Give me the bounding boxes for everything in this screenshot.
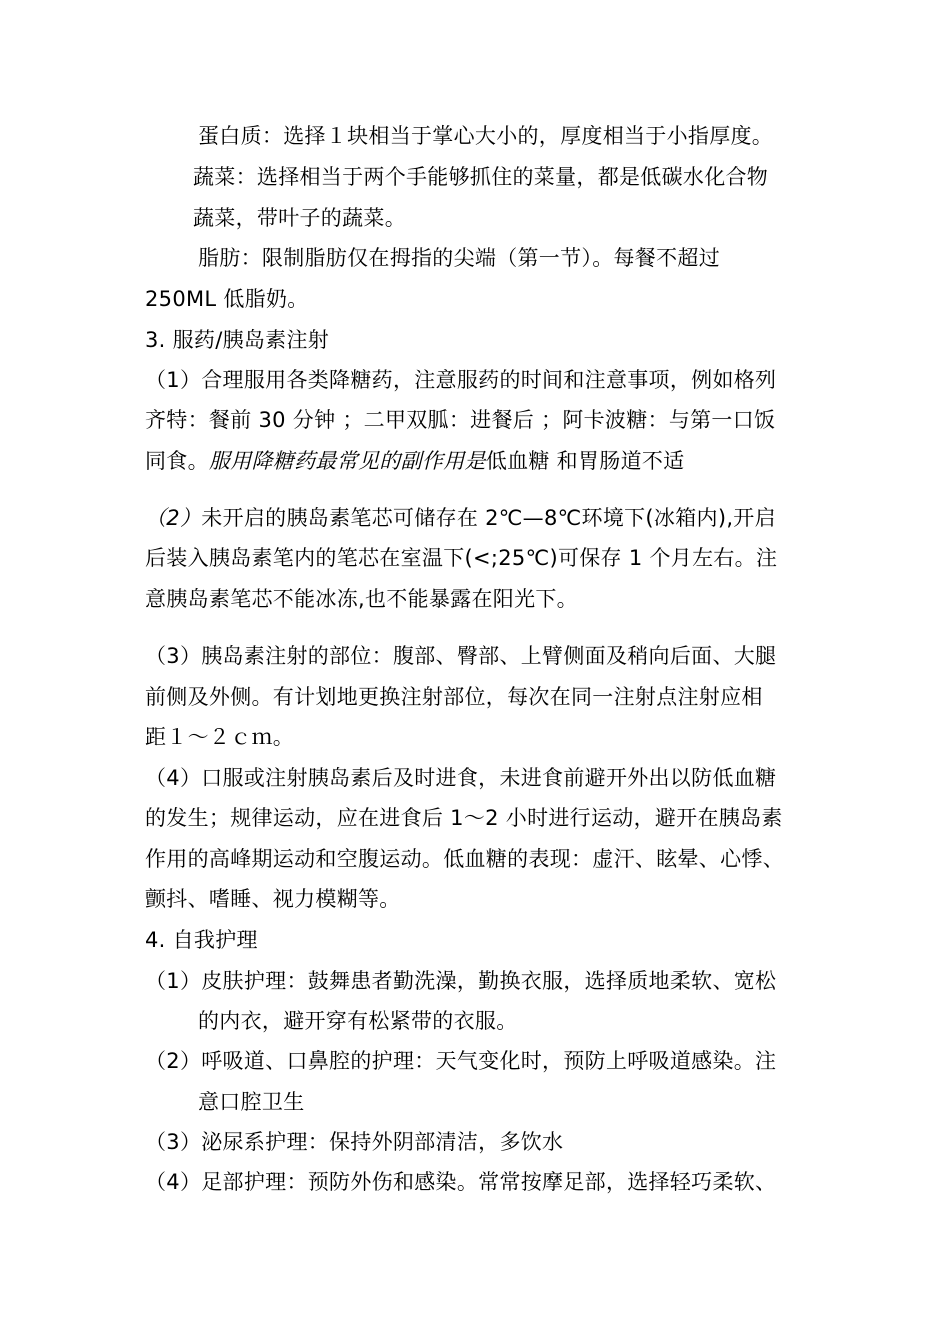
text-run-italic-number: （2） bbox=[145, 506, 202, 530]
text-line-protein: 蛋白质：选择１块相当于掌心大小的，厚度相当于小指厚度。 bbox=[198, 124, 774, 148]
section-heading-self-care: 4. 自我护理 bbox=[145, 928, 258, 952]
text-line-med-2: 齐特：餐前 30 分钟 ；二甲双胍：进餐后 ；阿卡波糖：与第一口饭 bbox=[145, 408, 776, 432]
text-line-respiratory-2: 意口腔卫生 bbox=[198, 1090, 305, 1114]
text-line-eating-1: （4）口服或注射胰岛素后及时进食，未进食前避开外出以防低血糖 bbox=[145, 766, 777, 790]
text-run-storage: 未开启的胰岛素笔芯可储存在 2℃—8℃环境下(冰箱内),开启 bbox=[201, 506, 776, 530]
text-line-eating-3: 作用的高峰期运动和空腹运动。低血糖的表现：虚汗、眩晕、心悸、 bbox=[145, 847, 784, 871]
text-line-eating-4: 颤抖、嗜睡、视力模糊等。 bbox=[145, 887, 401, 911]
text-line-fat: 脂肪：限制脂肪仅在拇指的尖端（第一节）。每餐不超过 bbox=[198, 246, 720, 270]
text-line-injection-site-3: 距１～２ｃｍ。 bbox=[145, 725, 295, 749]
text-line-vegetable-cont: 蔬菜，带叶子的蔬菜。 bbox=[193, 206, 406, 230]
text-line-injection-site-2: 前侧及外侧。有计划地更换注射部位，每次在同一注射点注射应相 bbox=[145, 685, 763, 709]
text-line-fat-cont: 250ML 低脂奶。 bbox=[145, 287, 309, 311]
text-run-normal: 同食。 bbox=[145, 449, 209, 473]
text-line-foot: （4）足部护理：预防外伤和感染。常常按摩足部，选择轻巧柔软、 bbox=[145, 1170, 777, 1194]
text-run-italic: 服用降糖药最常见的副作用是 bbox=[208, 449, 486, 473]
text-line-respiratory-1: （2）呼吸道、口鼻腔的护理：天气变化时，预防上呼吸道感染。注 bbox=[145, 1049, 777, 1073]
text-line-skin-1: （1）皮肤护理：鼓舞患者勤洗澡，勤换衣服，选择质地柔软、宽松 bbox=[145, 969, 777, 993]
text-line-urinary: （3）泌尿系护理：保持外阴部清洁，多饮水 bbox=[145, 1130, 564, 1154]
text-run-normal-end: 低血糖 和胃肠道不适 bbox=[485, 449, 685, 473]
text-line-skin-2: 的内衣，避开穿有松紧带的衣服。 bbox=[198, 1009, 518, 1033]
text-line-med-1: （1）合理服用各类降糖药，注意服药的时间和注意事项，例如格列 bbox=[145, 368, 777, 392]
text-line-insulin-storage-3: 意胰岛素笔芯不能冰冻,也不能暴露在阳光下。 bbox=[145, 587, 578, 611]
text-line-eating-2: 的发生；规律运动，应在进食后 1～2 小时进行运动，避开在胰岛素 bbox=[145, 806, 783, 830]
text-line-insulin-storage-2: 后装入胰岛素笔内的笔芯在室温下(<;25℃)可保存 1 个月左右。注 bbox=[145, 546, 778, 570]
text-line-insulin-storage-1 bbox=[145, 503, 776, 533]
text-line-med-3 bbox=[145, 446, 685, 476]
section-heading-medication: 3. 服药/胰岛素注射 bbox=[145, 328, 330, 352]
text-line-vegetable: 蔬菜：选择相当于两个手能够抓住的菜量，都是低碳水化合物 bbox=[193, 165, 769, 189]
text-line-injection-site-1: （3）胰岛素注射的部位：腹部、臀部、上臂侧面及稍向后面、大腿 bbox=[145, 644, 777, 668]
